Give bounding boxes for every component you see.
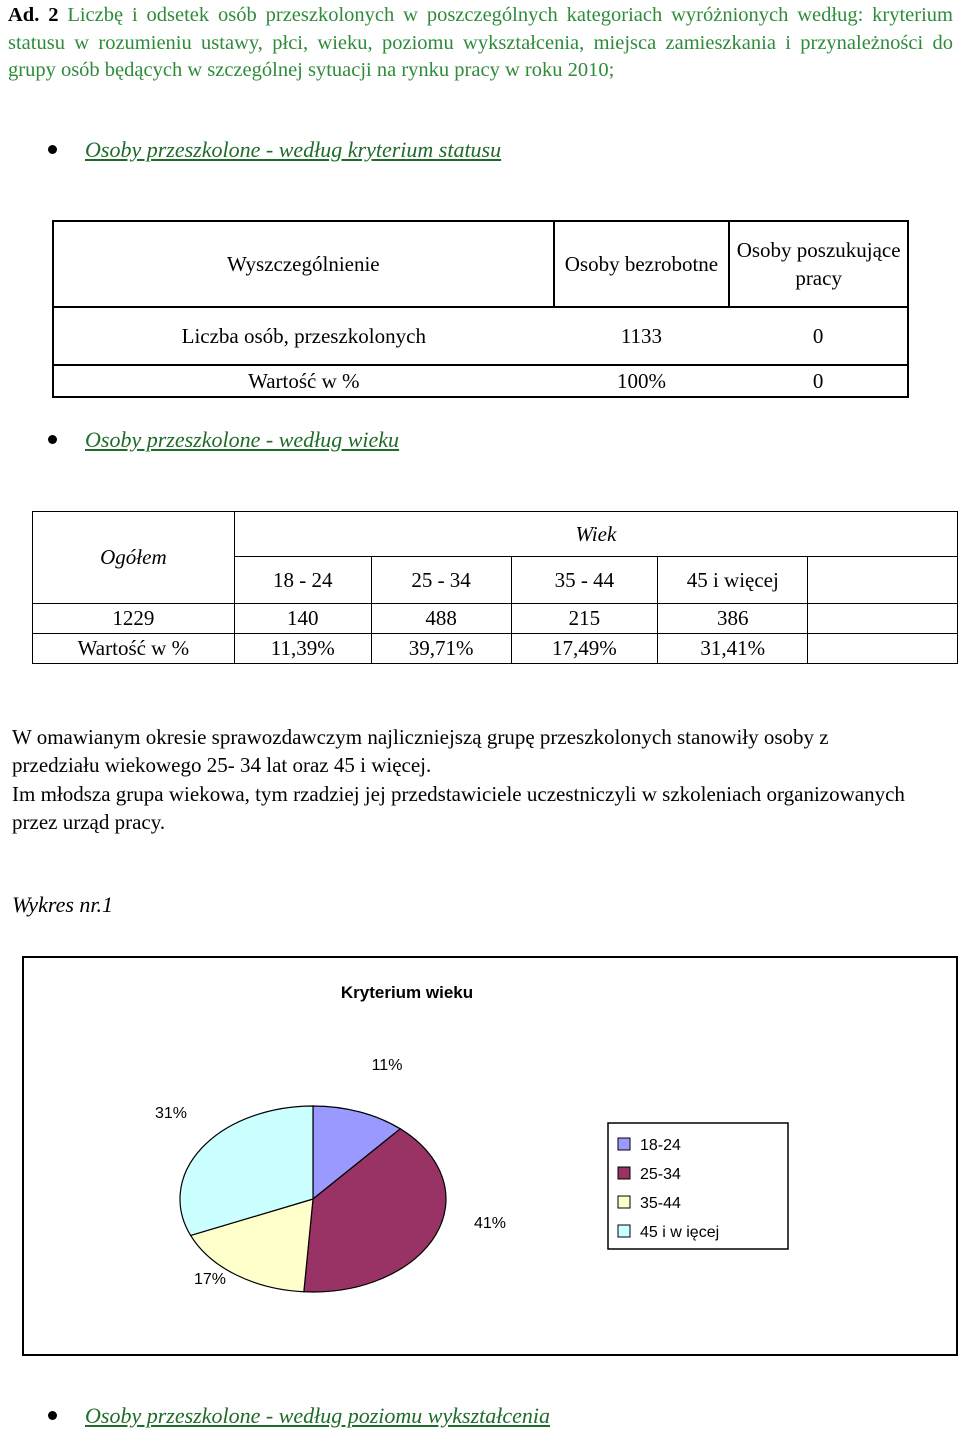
status-cell: 0 [729, 365, 908, 397]
chart-caption: Wykres nr.1 [12, 892, 114, 917]
bullet-age [48, 427, 399, 453]
pie-data-label: 11% [371, 1057, 403, 1074]
legend-swatch [618, 1138, 630, 1150]
legend-swatch [618, 1225, 630, 1237]
age-group-cell: 45 i więcej [658, 557, 808, 604]
age-count-cell: 215 [511, 604, 658, 634]
age-percent-cell: 31,41% [658, 634, 808, 664]
bullet-education-text: Osoby przeszkolone - według poziomu wykształcenia [85, 1403, 550, 1428]
bullet-status-text: Osoby przeszkolone - według kryterium statusu [85, 137, 502, 162]
age-group-cell: 25 - 34 [371, 557, 511, 604]
heading-text: Liczbę i odsetek osób przeszkolonych w poszczególnych kategoriach wyróżnionych według: kryterium statusu w rozumieniu ustawy, płci, wieku, poziomu wykształcenia, miejsca zamieszkania i przynależności do grupy osób będących w szczególnej sytuacji na rynku pracy w roku 2010; [8, 4, 953, 81]
legend-swatch [618, 1167, 630, 1179]
pie-chart [24, 958, 956, 1354]
age-percent-cell: 17,49% [511, 634, 658, 664]
legend-label: 45 i w ięcej [640, 1224, 720, 1241]
age-percent-cell: 11,39% [234, 634, 371, 664]
legend-label: 35-44 [640, 1195, 681, 1212]
bullet-status [48, 137, 501, 163]
legend-label: 18-24 [640, 1137, 681, 1154]
summary-paragraph-1: W omawianym okresie sprawozdawczym najliczniejszą grupę przeszkolonych stanowiły osoby z przedziału wiekowego 25- 34 lat oraz 45 i więcej. [12, 725, 829, 777]
legend-label: 25-34 [640, 1166, 681, 1183]
age-percent-cell: 39,71% [371, 634, 511, 664]
age-total-header: Ogółem [33, 512, 235, 604]
bullet-dot-icon [48, 145, 57, 154]
age-group-header: Wiek [234, 512, 957, 557]
age-count-cell: 1229 [33, 604, 235, 634]
pie-data-label: 17% [193, 1271, 227, 1288]
age-empty-cell [808, 634, 958, 664]
pie-data-label: 31% [154, 1105, 188, 1122]
status-cell: Wartość w % [53, 365, 554, 397]
age-count-cell: 140 [234, 604, 371, 634]
chart-title: Kryterium wieku [340, 983, 474, 1002]
bullet-education [48, 1403, 550, 1429]
age-table [32, 511, 958, 664]
pie-chart-box [22, 956, 958, 1356]
bullet-dot-icon [48, 1411, 57, 1420]
age-count-cell: 488 [371, 604, 511, 634]
age-group-cell: 35 - 44 [511, 557, 658, 604]
pie-data-label: 41% [473, 1215, 507, 1232]
status-cell: Liczba osób, przeszkolonych [53, 307, 554, 365]
status-cell: 1133 [554, 307, 730, 365]
status-table [52, 220, 909, 398]
age-group-cell: 18 - 24 [234, 557, 371, 604]
bullet-dot-icon [48, 435, 57, 444]
status-cell: 100% [554, 365, 730, 397]
age-percent-cell: Wartość w % [33, 634, 235, 664]
status-header-cell: Osoby poszukujące pracy [729, 221, 908, 307]
summary-paragraph-2: Im młodsza grupa wiekowa, tym rzadziej jej przedstawiciele uczestniczyli w szkoleniach organizowanych przez urząd pracy. [12, 782, 905, 834]
age-count-cell: 386 [658, 604, 808, 634]
bullet-age-text: Osoby przeszkolone - według wieku [85, 427, 400, 452]
heading-number: Ad. 2 [8, 4, 59, 26]
age-empty-cell [808, 557, 958, 604]
legend-swatch [618, 1196, 630, 1208]
status-header-cell: Osoby bezrobotne [554, 221, 730, 307]
age-empty-cell [808, 604, 958, 634]
status-header-cell: Wyszczególnienie [53, 221, 554, 307]
status-cell: 0 [729, 307, 908, 365]
section-heading [8, 2, 953, 85]
